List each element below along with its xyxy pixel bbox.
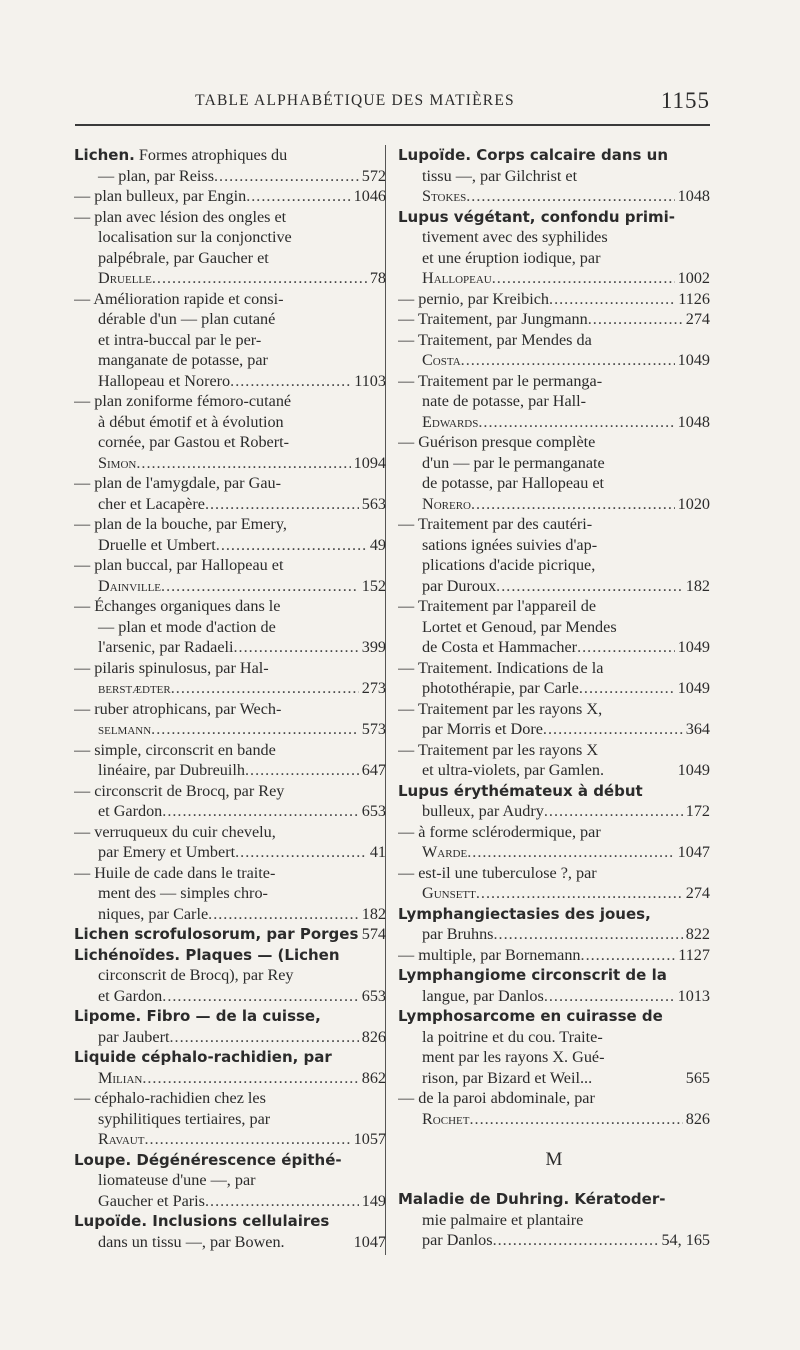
entry-line — [74, 924, 386, 945]
page-ref: 1049 — [677, 351, 710, 369]
entry-line — [74, 1211, 386, 1232]
entry-line: par Danlos ..... 54, 165 — [398, 1230, 710, 1251]
entry-line: rison, par Bizard et Weil... 565 — [422, 1068, 710, 1087]
entry-line: nate de potasse, par Hall- — [422, 392, 587, 410]
page-ref: 78 — [369, 269, 386, 287]
entry-line: — pernio, par Kreibich ..... 1126 — [398, 289, 710, 310]
entry-line: — simple, circonscrit en bande — [74, 740, 276, 759]
entry-line — [74, 145, 386, 166]
page-ref: 1002 — [677, 269, 710, 287]
entry-line: Gunsett ..... 274 — [398, 883, 710, 904]
entry-line: localisation sur la conjonctive — [98, 228, 292, 246]
headword: Maladie de Duhring. Kératoder- — [398, 1190, 666, 1208]
section-letter: M — [545, 1149, 563, 1170]
page-ref: 1020 — [677, 494, 710, 513]
entry-line: Milian ..... 862 — [74, 1068, 386, 1089]
entry-line: manganate de potasse, par — [98, 351, 268, 369]
page-ref: 364 — [685, 720, 710, 738]
entry-line: — Traitement, par Mendes da — [398, 330, 592, 349]
entry-line: — plan et mode d'action de — [98, 617, 276, 636]
headword: Lymphangiome circonscrit de la — [398, 966, 667, 984]
right-column — [398, 145, 710, 1251]
page-ref: 172 — [685, 802, 710, 820]
page-ref: 41 — [369, 843, 386, 861]
headword: Lupus végétant, confondu primi- — [398, 207, 676, 226]
entry-line: ment des — simples chro- — [98, 884, 268, 902]
headword: Lupus érythémateux à début — [398, 781, 643, 800]
entry-line — [74, 945, 386, 966]
entry-line: Costa ..... 1049 — [398, 350, 710, 371]
entry-line: — plan de l'amygdale, par Gau- — [74, 474, 281, 492]
entry-line: par Bruhns ..... 822 — [398, 924, 710, 945]
entry-line: plications d'acide picrique, — [422, 556, 596, 574]
entry-line: — céphalo-rachidien chez les — [74, 1089, 266, 1107]
headword: Liquide céphalo-rachidien, par — [74, 1048, 332, 1066]
entry-line: — multiple, par Bornemann ..... 1127 — [398, 945, 710, 966]
page-ref: 1049 — [677, 679, 710, 697]
entry-line — [398, 904, 710, 925]
headword: Lymphangiectasies des joues, — [398, 904, 651, 923]
headword: Lichen scrofulosorum, par Porges — [74, 925, 359, 943]
entry-line: — plan zoniforme fémoro-cutané — [74, 392, 292, 410]
page-ref: 862 — [361, 1068, 386, 1087]
header-title: TABLE ALPHABÉTIQUE DES MATIÈRES — [195, 92, 515, 109]
page-ref: 653 — [361, 986, 386, 1005]
left-column — [74, 145, 386, 1252]
entry-line: et intra-buccal par le per- — [98, 330, 262, 349]
entry-line: niques, par Carle ..... 182 — [74, 904, 386, 925]
entry-line: dans un tissu —, par Bowen. 1047 — [98, 1232, 386, 1251]
headword: Lipome. Fibro — de la cuisse, — [74, 1007, 321, 1025]
entry-line: la poitrine et du cou. Traite- — [422, 1027, 603, 1046]
entry-line: — Traitement par le permanga- — [398, 371, 603, 390]
page-ref: 1094 — [353, 453, 386, 472]
page-ref: 152 — [361, 576, 386, 595]
entry-line: Gaucher et Paris ..... 149 — [74, 1191, 386, 1212]
entry-line — [398, 207, 710, 228]
entry-line: — plan avec lésion des ongles et — [74, 207, 287, 226]
entry-line: syphilitiques tertiaires, par — [98, 1109, 271, 1128]
running-header — [75, 88, 710, 118]
page-ref: 826 — [685, 1109, 710, 1128]
entry-line: — à forme sclérodermique, par — [398, 822, 601, 841]
page-ref: 1048 — [677, 412, 710, 431]
entry-line: bulleux, par Audry ..... 172 — [398, 801, 710, 822]
entry-line: Dainville ..... 152 — [74, 576, 386, 597]
entry-line: et une éruption iodique, par — [422, 248, 601, 267]
entry-text: Formes atrophiques du — [134, 146, 288, 164]
entry-line: d'un — par le permanganate — [422, 453, 605, 472]
page-ref: 182 — [685, 576, 710, 595]
entry-line: — Amélioration rapide et consi- — [74, 289, 284, 308]
entry-line: — Traitement, par Jungmann ..... 274 — [398, 309, 710, 330]
page-ref: 572 — [361, 166, 386, 185]
entry-line: cornée, par Gastou et Robert- — [98, 433, 290, 451]
entry-line: ment par les rayons X. Gué- — [422, 1048, 605, 1066]
entry-line: — Traitement par les rayons X — [398, 740, 599, 759]
page-ref: 54, 165 — [661, 1231, 710, 1249]
page-ref: 1047 — [677, 843, 710, 861]
page-ref: 1126 — [678, 289, 710, 308]
page-ref: 1046 — [353, 187, 386, 205]
entry-line: — plan buccal, par Hallopeau et — [74, 556, 284, 574]
header-rule — [75, 124, 710, 126]
entry-line: à début émotif et à évolution — [98, 412, 284, 431]
entry-line: — plan, par Reiss ..... 572 — [74, 166, 386, 187]
entry-line — [74, 1047, 386, 1068]
entry-line: et Gardon ..... 653 — [74, 986, 386, 1007]
page-ref: 1047 — [353, 1232, 386, 1251]
entry-line: — est-il une tuberculose ?, par — [398, 863, 597, 882]
entry-line: — circonscrit de Brocq, par Rey — [74, 781, 285, 800]
headword: Lymphosarcome en cuirasse de — [398, 1007, 663, 1025]
page-ref: 149 — [361, 1191, 386, 1210]
entry-line: liomateuse d'une —, par — [98, 1171, 256, 1189]
page-ref: 653 — [361, 802, 386, 820]
page-ref: 1049 — [677, 638, 710, 656]
entry-line: photothérapie, par Carle ..... 1049 — [398, 678, 710, 699]
entry-line: berstædter ..... 273 — [74, 678, 386, 699]
entry-line: de potasse, par Hallopeau et — [422, 474, 605, 492]
entry-line: de Costa et Hammacher ..... 1049 — [398, 637, 710, 658]
page-ref: 573 — [361, 720, 386, 738]
page-ref: 274 — [685, 310, 710, 328]
entry-line: par Duroux ..... 182 — [398, 576, 710, 597]
page-ref: 273 — [361, 679, 386, 697]
page-ref: 1013 — [677, 986, 710, 1005]
entry-line: — plan de la bouche, par Emery, — [74, 515, 287, 533]
entry-line: Ravaut ..... 1057 — [74, 1129, 386, 1150]
headword: Lichénoïdes. Plaques — (Lichen — [74, 945, 340, 964]
page-ref: 826 — [361, 1027, 386, 1046]
page-ref: 574 — [361, 925, 386, 943]
entry-line: tissu —, par Gilchrist et — [422, 166, 578, 185]
entry-line: — pilaris spinulosus, par Hal- — [74, 658, 269, 677]
entry-line: Lortet et Genoud, par Mendes — [422, 617, 617, 636]
entry-line: — Huile de cade dans le traite- — [74, 863, 276, 882]
entry-line — [398, 1189, 710, 1210]
headword: Lichen. — [74, 146, 135, 164]
entry-line: — plan bulleux, par Engin ..... 1046 — [74, 186, 386, 207]
entry-line: linéaire, par Dubreuilh ..... 647 — [74, 760, 386, 781]
entry-line: — Guérison presque complète — [398, 433, 596, 451]
entry-line: Hallopeau ..... 1002 — [398, 268, 710, 289]
page-ref: 1103 — [354, 371, 386, 390]
page-ref: 1057 — [353, 1130, 386, 1148]
entry-line: Hallopeau et Norero ..... 1103 — [74, 371, 386, 392]
headword: Lupoïde. Corps calcaire dans un — [398, 146, 668, 164]
entry-line: et Gardon ..... 653 — [74, 801, 386, 822]
entry-line: — Traitement par l'appareil de — [398, 597, 597, 615]
entry-line: tivement avec des syphilides — [422, 228, 608, 246]
entry-line — [398, 145, 710, 166]
entry-line: mie palmaire et plantaire — [422, 1210, 584, 1229]
entry-line: par Emery et Umbert ..... 41 — [74, 842, 386, 863]
entry-line: Druelle ..... 78 — [74, 268, 386, 289]
entry-line: Druelle et Umbert ..... 49 — [74, 535, 386, 556]
headword: Loupe. Dégénérescence épithé- — [74, 1150, 342, 1169]
entry-line: — Traitement par les rayons X, — [398, 699, 603, 718]
page-ref: 1127 — [678, 945, 710, 964]
page-ref: 274 — [685, 884, 710, 902]
entry-line: l'arsenic, par Radaeli ..... 399 — [74, 637, 386, 658]
entry-line: cher et Lacapère ..... 563 — [74, 494, 386, 515]
headword: Lupoïde. Inclusions cellulaires — [74, 1212, 330, 1230]
entry-line: Edwards ..... 1048 — [398, 412, 710, 433]
page-ref: 1049 — [677, 761, 710, 779]
page-ref: 1048 — [677, 187, 710, 205]
entry-line: Stokes ..... 1048 — [398, 186, 710, 207]
entry-line: — Traitement. Indications de la — [398, 658, 604, 677]
entry-line: et ultra-violets, par Gamlen. 1049 — [422, 761, 710, 779]
page-ref: 399 — [361, 638, 386, 656]
page-ref: 563 — [361, 494, 386, 513]
entry-line: sations ignées suivies d'ap- — [422, 535, 598, 554]
page-ref: 647 — [361, 761, 386, 779]
entry-line: Simon ..... 1094 — [74, 453, 386, 474]
entry-line — [74, 1150, 386, 1171]
entry-line: — de la paroi abdominale, par — [398, 1089, 595, 1107]
entry-line: Norero ..... 1020 — [398, 494, 710, 515]
entry-line: Warde ..... 1047 — [398, 842, 710, 863]
entry-line: selmann ..... 573 — [74, 719, 386, 740]
entry-line: dérable d'un — plan cutané — [98, 310, 276, 328]
entry-line: palpébrale, par Gaucher et — [98, 248, 269, 267]
page-ref: 182 — [361, 904, 386, 923]
entry-line: — verruqueux du cuir chevelu, — [74, 822, 276, 841]
entry-line: Rochet ..... 826 — [398, 1109, 710, 1130]
entry-line: langue, par Danlos ..... 1013 — [398, 986, 710, 1007]
entry-line: — ruber atrophicans, par Wech- — [74, 699, 282, 718]
entry-line — [398, 965, 710, 986]
entry-line — [398, 1006, 710, 1027]
page-number: 1155 — [660, 88, 710, 113]
page-ref: 49 — [369, 535, 386, 554]
entry-line — [74, 1006, 386, 1027]
entry-line: — Échanges organiques dans le — [74, 597, 281, 615]
entry-line — [398, 781, 710, 802]
entry-line: par Jaubert ..... 826 — [74, 1027, 386, 1048]
page-ref: 565 — [685, 1068, 710, 1087]
entry-line: par Morris et Dore ..... 364 — [398, 719, 710, 740]
entry-line: circonscrit de Brocq), par Rey — [98, 966, 294, 984]
page-ref: 822 — [685, 925, 710, 943]
entry-line: — Traitement par des cautéri- — [398, 515, 593, 533]
